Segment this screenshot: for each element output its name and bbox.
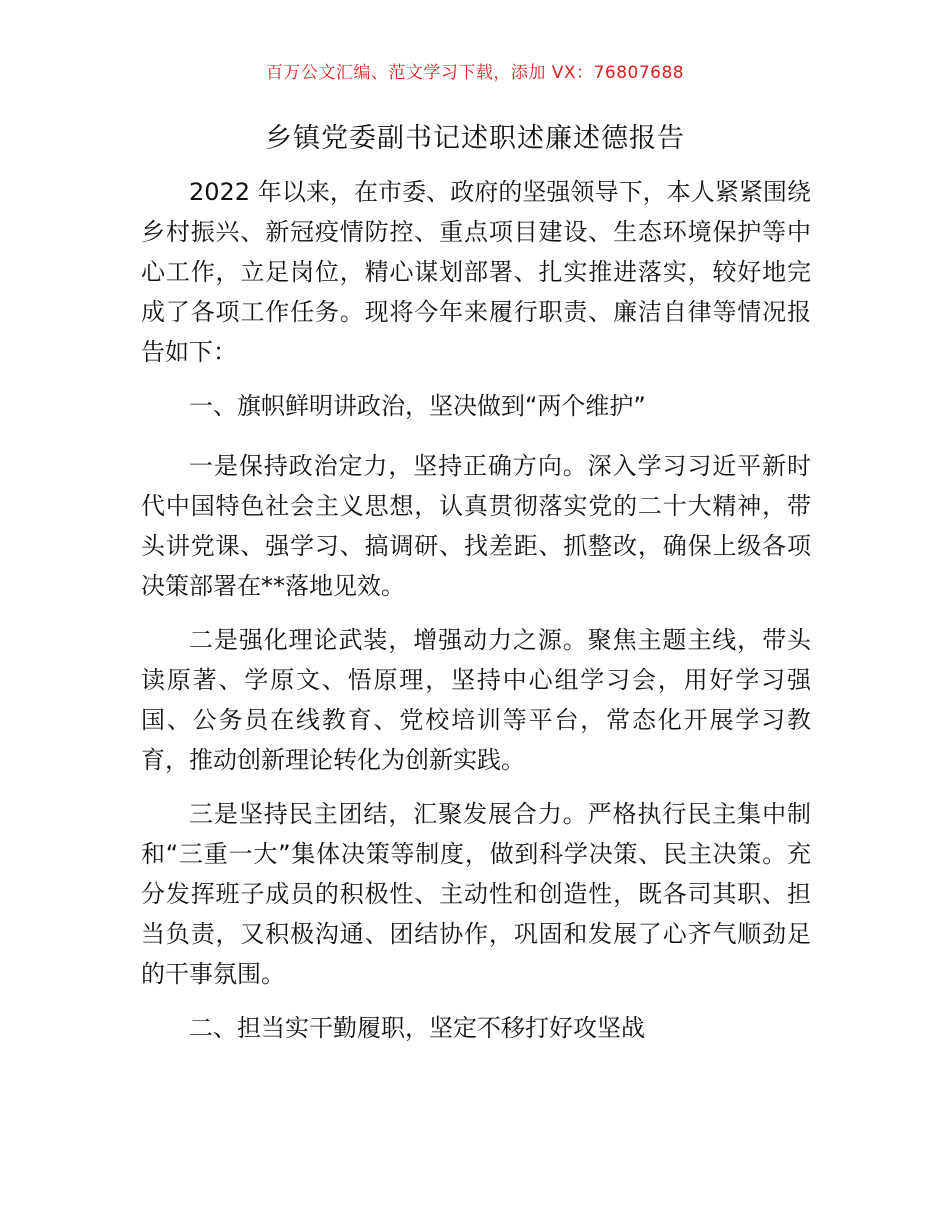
paragraph-political-stance: 一是保持政治定力，坚持正确方向。深入学习习近平新时代中国特色社会主义思想，认真贯彻落实党的二十大精神，带头讲党课、强学习、搞调研、找差距、抓整改，确保上级各项决策部署在**落地见效。: [141, 452, 811, 600]
section-heading-1: 一、旗帜鲜明讲政治，坚决做到“两个维护”: [189, 392, 646, 420]
paragraph-intro: 2022 年以来，在市委、政府的坚强领导下，本人紧紧围绕乡村振兴、新冠疫情防控、重点项目建设、生态环境保护等中心工作，立足岗位，精心谋划部署、扎实推进落实，较好地完成了各项工作任务。现将今年来履行职责、廉洁自律等情况报告如下：: [141, 178, 811, 366]
document-body: [141, 172, 811, 1068]
document-title: 乡镇党委副书记述职述廉述德报告: [265, 123, 685, 154]
paragraph-democratic-unity: 三是坚持民主团结，汇聚发展合力。严格执行民主集中制和“三重一大”集体决策等制度，做到科学决策、民主决策。充分发挥班子成员的积极性、主动性和创造性，既各司其职、担当负责，又积极沟通、团结协作，巩固和发展了心齐气顺劲足的干事氛围。: [141, 800, 811, 988]
header-banner: 百万公文汇编、范文学习下载，添加 VX：76807688: [265, 63, 685, 83]
section-heading-2: 二、担当实干勤履职，坚定不移打好攻坚战: [189, 1014, 645, 1042]
paragraph-theory-study: 二是强化理论武装，增强动力之源。聚焦主题主线，带头读原著、学原文、悟原理，坚持中心组学习会，用好学习强国、公务员在线教育、党校培训等平台，常态化开展学习教育，推动创新理论转化为创新实践。: [141, 626, 811, 774]
